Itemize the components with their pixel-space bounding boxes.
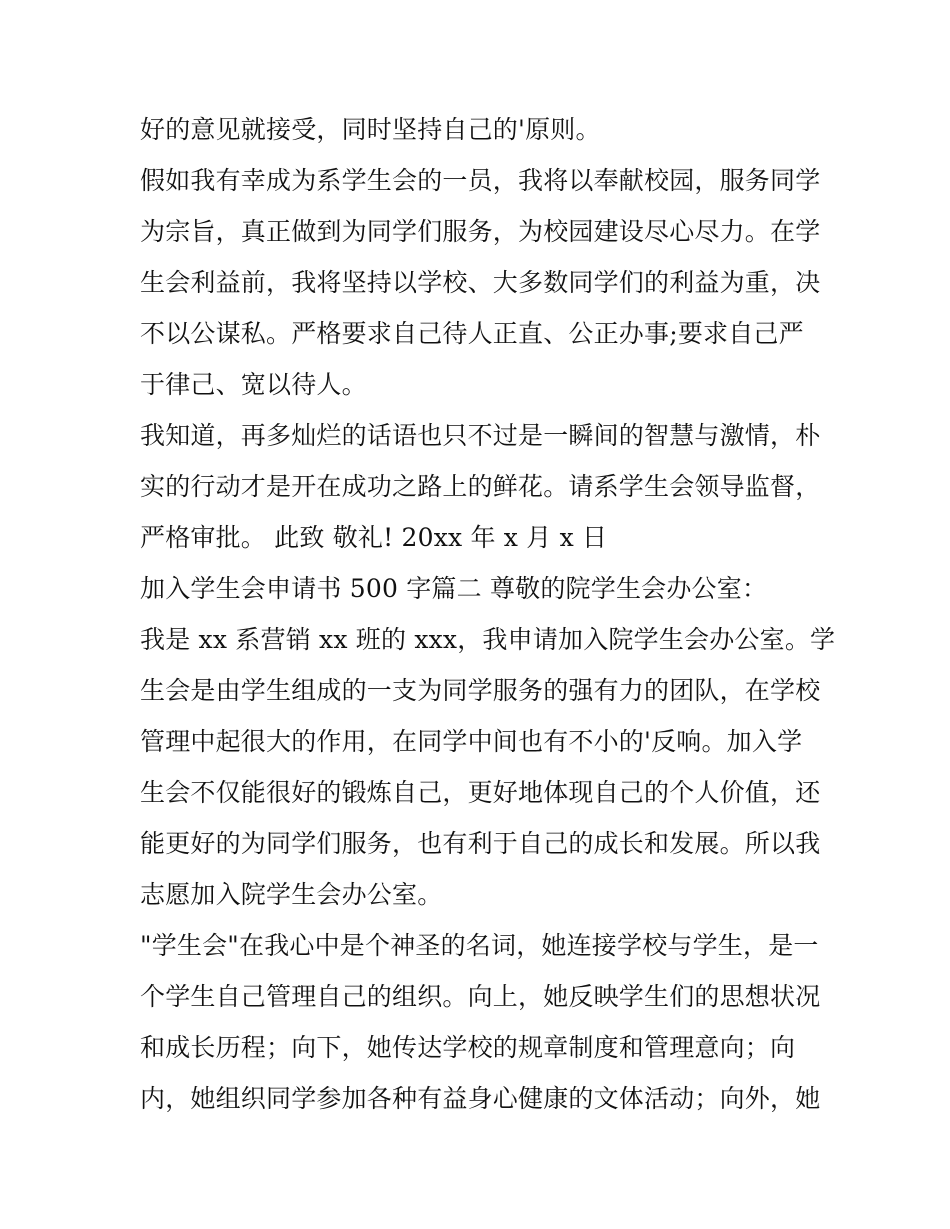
text-line: 加入学生会申请书 500 字篇二 尊敬的院学生会办公室：: [140, 574, 768, 603]
text-line: 能更好的为同学们服务，也有利于自己的成长和发展。所以我: [140, 829, 821, 858]
text-line: 为宗旨，真正做到为同学们服务，为校园建设尽心尽力。在学: [140, 217, 821, 246]
text-line: 我是 xx 系营销 xx 班的 xxx，我申请加入院学生会办公室。学: [140, 625, 836, 654]
paragraph: [140, 410, 830, 563]
text-line: 管理中起很大的作用，在同学中间也有不小的'反响。加入学: [140, 727, 803, 756]
text-line: 生会是由学生组成的一支为同学服务的强有力的团队，在学校: [140, 676, 821, 705]
text-line: "学生会"在我心中是个神圣的名词，她连接学校与学生，是一: [140, 931, 819, 960]
text-line: 和成长历程；向下，她传达学校的规章制度和管理意向；向: [140, 1033, 796, 1062]
text-line: 于律己、宽以待人。: [140, 370, 367, 399]
paragraph: [140, 104, 830, 155]
text-line: 不以公谋私。严格要求自己待人正直、公正办事;要求自己严: [140, 319, 804, 348]
text-line: 生会利益前，我将坚持以学校、大多数同学们的利益为重，决: [140, 268, 821, 297]
text-line: 好的意见就接受，同时坚持自己的'原则。: [140, 115, 601, 144]
text-line: 志愿加入院学生会办公室。: [140, 880, 443, 909]
text-line: 我知道，再多灿烂的话语也只不过是一瞬间的智慧与激情，朴: [140, 421, 821, 450]
paragraph: [140, 920, 830, 1124]
paragraph: [140, 614, 836, 920]
text-line: 假如我有幸成为系学生会的一员，我将以奉献校园，服务同学: [140, 166, 821, 195]
text-line: 个学生自己管理自己的组织。向上，她反映学生们的思想状况: [140, 982, 821, 1011]
document-body: [140, 104, 836, 1124]
text-line: 实的行动才是开在成功之路上的鲜花。请系学生会领导监督，: [140, 472, 821, 501]
text-line: 严格审批。 此致 敬礼! 20xx 年 x 月 x 日: [140, 523, 608, 552]
paragraph: [140, 155, 830, 410]
text-line: 生会不仅能很好的锻炼自己，更好地体现自己的个人价值，还: [140, 778, 821, 807]
text-line: 内，她组织同学参加各种有益身心健康的文体活动；向外，她: [140, 1084, 821, 1113]
paragraph: [140, 563, 830, 614]
